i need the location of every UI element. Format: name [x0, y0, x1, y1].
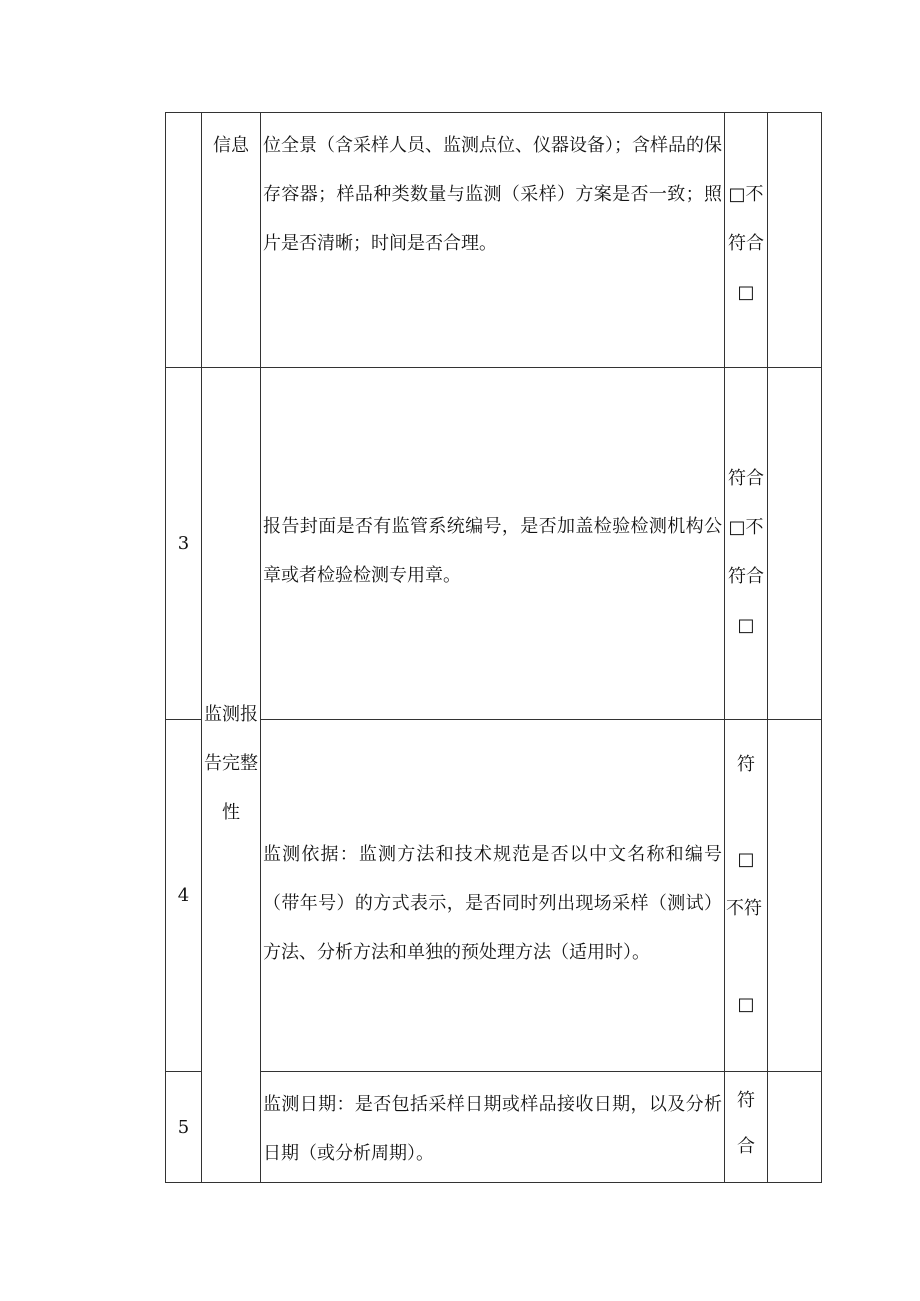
row-result-line: □	[737, 994, 755, 1015]
inspection-table	[165, 112, 822, 1183]
row-number: 3	[166, 368, 202, 720]
table-row	[166, 368, 822, 720]
row-item-label: 信息	[213, 135, 249, 156]
row-content-text: 报告封面是否有监管系统编号，是否加盖检验检测机构公章或者检验检测专用章。	[263, 516, 722, 586]
row-content	[261, 1072, 725, 1183]
row-number	[166, 113, 202, 368]
row-content	[261, 720, 725, 1072]
row-result-text: 符合□不符合□	[728, 468, 764, 636]
table-row	[166, 113, 822, 368]
row-result	[725, 113, 768, 368]
row-remark	[768, 720, 822, 1072]
row-remark	[768, 1072, 822, 1183]
row-result-line: 不符	[726, 898, 762, 919]
row-content-text: 位全景（含采样人员、监测点位、仪器设备）；含样品的保存容器；样品种类数量与监测（采样）方案是否一致；照片是否清晰；时间是否合理。	[263, 135, 722, 254]
table-row	[166, 720, 822, 1072]
row-content-text: 监测日期：是否包括采样日期或样品接收日期，以及分析日期（或分析周期）。	[263, 1094, 722, 1164]
table-row	[166, 1072, 822, 1183]
row-result-text: □不符合□	[728, 184, 764, 303]
row-result	[725, 720, 768, 1072]
row-content	[261, 368, 725, 720]
row-remark	[768, 113, 822, 368]
row-result-line: □	[737, 849, 755, 870]
row-result	[725, 1072, 768, 1183]
row-result-text: 符合	[737, 1090, 755, 1157]
merged-item-cell	[202, 368, 261, 1183]
row-number: 5	[166, 1072, 202, 1183]
row-remark	[768, 368, 822, 720]
row-item	[202, 113, 261, 368]
row-result	[725, 368, 768, 720]
row-result-line: 符	[737, 754, 755, 775]
merged-item-label: 监测报告完整性	[204, 704, 258, 823]
row-content-text: 监测依据：监测方法和技术规范是否以中文名称和编号（带年号）的方式表示，是否同时列出现场采样（测试）方法、分析方法和单独的预处理方法（适用时）。	[263, 844, 722, 963]
row-number: 4	[166, 720, 202, 1072]
row-content	[261, 113, 725, 368]
